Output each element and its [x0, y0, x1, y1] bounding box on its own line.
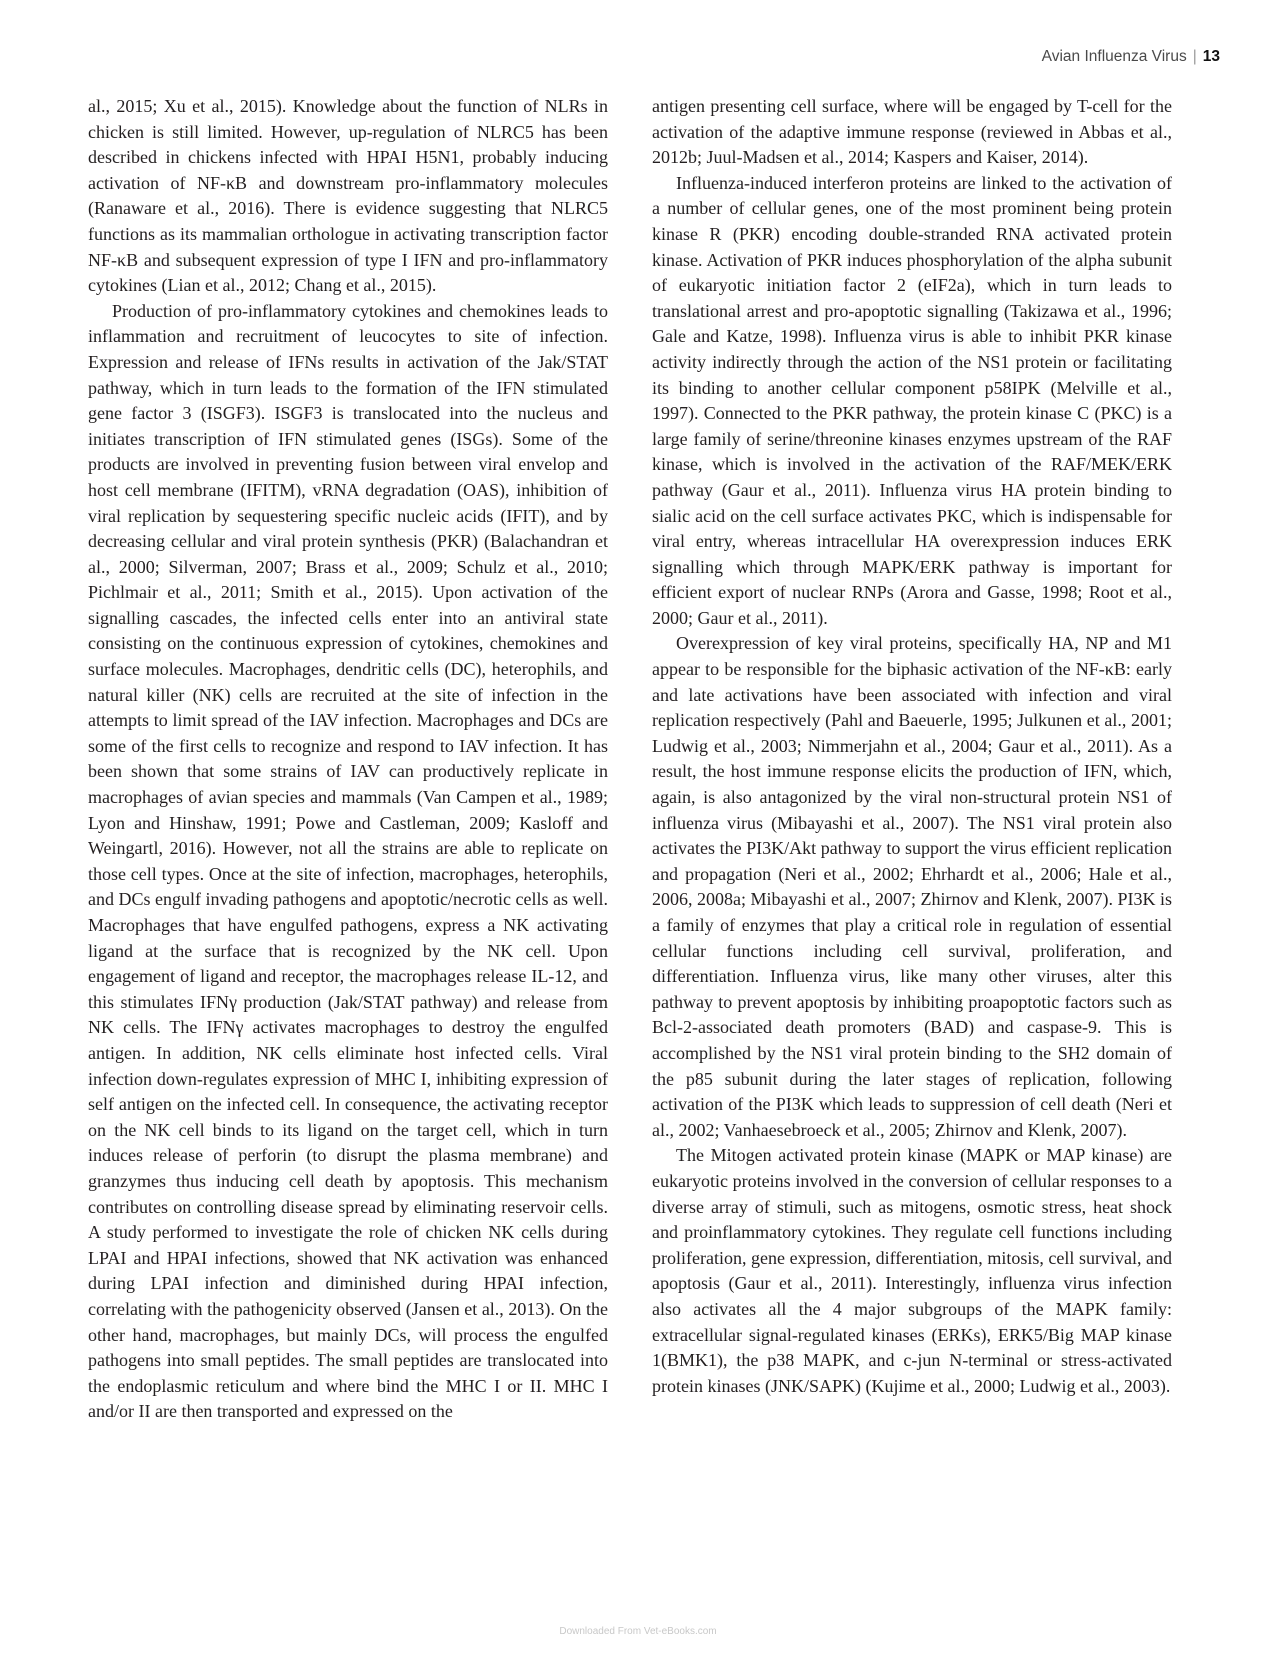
running-title: Avian Influenza Virus [1041, 48, 1187, 65]
header-separator: | [1192, 48, 1197, 65]
paragraph: Influenza-induced interferon proteins are linked to the activation of a number of cellular genes, one of the most prominent being protein kinase R (PKR) encoding double-stranded RNA activated protein kinase. Activation of PKR induces phosphorylation of the alpha subunit of eukaryotic initiation factor 2 (eIF2a), which in turn leads to translational arrest and pro-apoptotic signalling (Takizawa et al., 1996; Gale and Katze, 1998). Influenza virus is able to inhibit PKR kinase activity indirectly through the action of the NS1 protein or facilitating its binding to another cellular component p58IPK (Melville et al., 1997). Connected to the PKR pathway, the protein kinase C (PKC) is a large family of serine/threonine kinases enzymes upstream of the RAF kinase, which is involved in the activation of the RAF/MEK/ERK pathway (Gaur et al., 2011). Influenza virus HA protein binding to sialic acid on the cell surface activates PKC, which is indispensable for viral entry, whereas intracellular HA overexpression induces ERK signalling which through MAPK/ERK pathway is important for efficient export of nuclear RNPs (Arora and Gasse, 1998; Root et al., 2000; Gaur et al., 2011). [652, 172, 1172, 628]
left-column [88, 94, 608, 1425]
paragraph: Overexpression of key viral proteins, specifically HA, NP and M1 appear to be responsible for the biphasic activation of the NF-κB: early and late activations have been associated with infection and viral replication respectively (Pahl and Baeuerle, 1995; Julkunen et al., 2001; Ludwig et al., 2003; Nimmerjahn et al., 2004; Gaur et al., 2011). As a result, the host immune response elicits the production of IFN, which, again, is also antagonized by the viral non-structural protein NS1 of influenza virus (Mibayashi et al., 2007). The NS1 viral protein also activates the PI3K/Akt pathway to support the virus efficient replication and propagation (Neri et al., 2002; Ehrhardt et al., 2006; Hale et al., 2006, 2008a; Mibayashi et al., 2007; Zhirnov and Klenk, 2007). PI3K is a family of enzymes that play a critical role in regulation of essential cellular functions including cell survival, proliferation, and differentiation. Influenza virus, like many other viruses, alter this pathway to prevent apoptosis by inhibiting proapoptotic factors such as Bcl-2-associated death promoters (BAD) and caspase-9. This is accomplished by the NS1 viral protein binding to the SH2 domain of the p85 subunit during the later stages of replication, following activation of the PI3K which leads to suppression of cell death (Neri et al., 2002; Vanhaesebroeck et al., 2005; Zhirnov and Klenk, 2007). [652, 633, 1172, 1140]
paragraph: The Mitogen activated protein kinase (MAPK or MAP kinase) are eukaryotic proteins involved in the conversion of cellular responses to a diverse array of stimuli, such as mitogens, osmotic stress, heat shock and proinflammatory cytokines. They regulate cell functions including proliferation, gene expression, differentiation, mitosis, cell survival, and apoptosis (Gaur et al., 2011). Interestingly, influenza virus infection also activates all the 4 major subgroups of the MAPK family: extracellular signal-regulated kinases (ERKs), ERK5/Big MAP kinase 1(BMK1), the p38 MAPK, and c-jun N-terminal or stress-activated protein kinases (JNK/SAPK) (Kujime et al., 2000; Ludwig et al., 2003). [652, 1145, 1172, 1396]
download-watermark: Downloaded From Vet-eBooks.com [559, 1626, 717, 1637]
paragraph: antigen presenting cell surface, where will be engaged by T-cell for the activation of the adaptive immune response (reviewed in Abbas et al., 2012b; Juul-Madsen et al., 2014; Kaspers and Kaiser, 2014). [652, 96, 1172, 168]
paragraph: al., 2015; Xu et al., 2015). Knowledge about the function of NLRs in chicken is still limited. However, up-regulation of NLRC5 has been described in chickens infected with HPAI H5N1, probably inducing activation of NF-κB and downstream pro-inflammatory molecules (Ranaware et al., 2016). There is evidence suggesting that NLRC5 functions as its mammalian orthologue in activating transcription factor NF-κB and subsequent expression of type I IFN and pro-inflammatory cytokines (Lian et al., 2012; Chang et al., 2015). [88, 96, 608, 296]
page-number: 13 [1202, 48, 1220, 65]
running-head [1042, 48, 1220, 66]
right-column [652, 94, 1172, 1399]
paragraph: Production of pro-inflammatory cytokines and chemokines leads to inflammation and recruitment of leucocytes to site of infection. Expression and release of IFNs results in activation of the Jak/STAT pathway, which in turn leads to the formation of the IFN stimulated gene factor 3 (ISGF3). ISGF3 is translocated into the nucleus and initiates transcription of IFN stimulated genes (ISGs). Some of the products are involved in preventing fusion between viral envelop and host cell membrane (IFITM), vRNA degradation (OAS), inhibition of viral replication by sequestering specific nucleic acids (IFIT), and by decreasing cellular and viral protein synthesis (PKR) (Balachandran et al., 2000; Silverman, 2007; Brass et al., 2009; Schulz et al., 2010; Pichlmair et al., 2011; Smith et al., 2015). Upon activation of the signalling cascades, the infected cells enter into an antiviral state consisting on the continuous expression of cytokines, chemokines and surface molecules. Macrophages, dendritic cells (DC), heterophils, and natural killer (NK) cells are recruited at the site of infection in the attempts to limit spread of the IAV infection. Macrophages and DCs are some of the first cells to recognize and respond to IAV infection. It has been shown that some strains of IAV can productively replicate in macrophages of avian species and mammals (Van Campen et al., 1989; Lyon and Hinshaw, 1991; Powe and Castleman, 2009; Kasloff and Weingartl, 2016). However, not all the strains are able to replicate on those cell types. Once at the site of infection, macrophages, heterophils, and DCs engulf invading pathogens and apoptotic/necrotic cells as well. Macrophages that have engulfed pathogens, express a NK activating ligand at the surface that is recognized by the NK cell. Upon engagement of ligand and receptor, the macrophages release IL-12, and this stimulates IFNγ production (Jak/STAT pathway) and release from NK cells. The IFNγ activates macrophages to destroy the engulfed antigen. In addition, NK cells eliminate host infected cells. Viral infection down-regulates expression of MHC I, inhibiting expression of self antigen on the infected cell. In consequence, the activating receptor on the NK cell binds to its ligand on the target cell, which in turn induces release of perforin (to disrupt the plasma membrane) and granzymes thus inducing cell death by apoptosis. This mechanism contributes on controlling disease spread by eliminating reservoir cells. A study performed to investigate the role of chicken NK cells during LPAI and HPAI infections, showed that NK activation was enhanced during LPAI infection and diminished during HPAI infection, correlating with the pathogenicity observed (Jansen et al., 2013). On the other hand, macrophages, but mainly DCs, will process the engulfed pathogens into small peptides. The small peptides are translocated into the endoplasmic reticulum and where bind the MHC I or II. MHC I and/or II are then transported and expressed on the [88, 300, 608, 1422]
